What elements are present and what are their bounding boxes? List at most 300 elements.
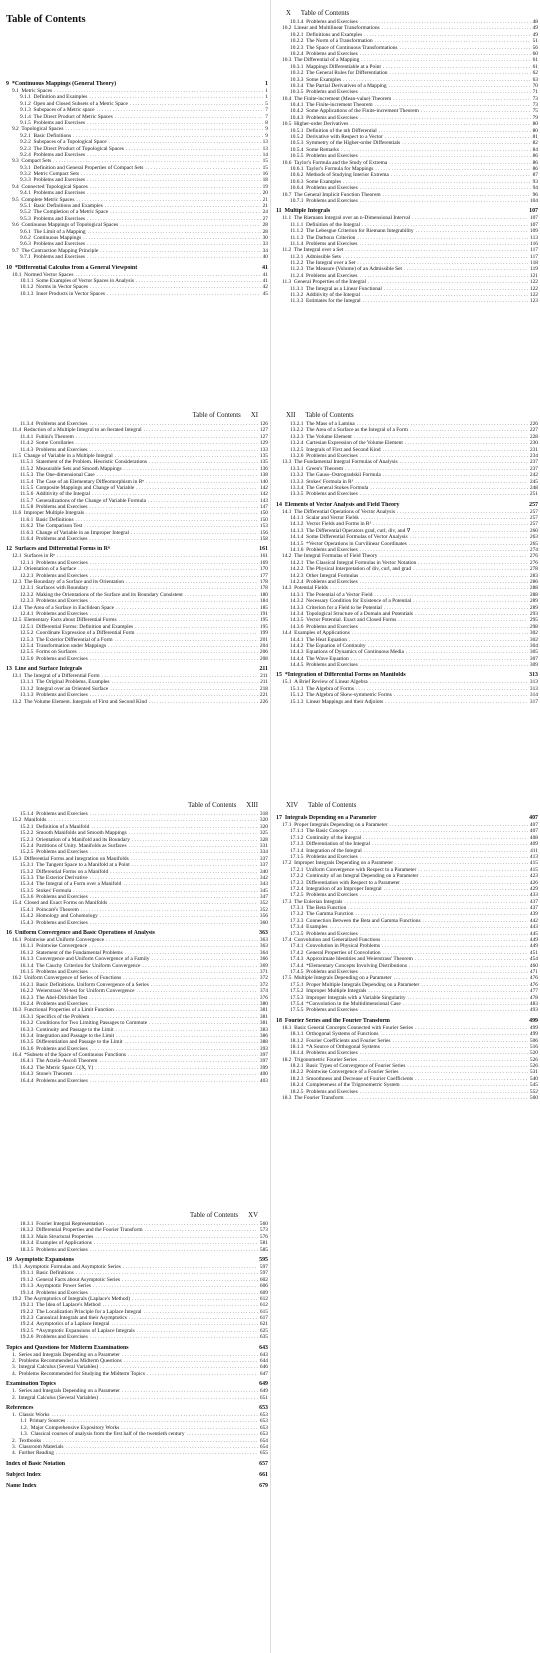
entry-page: 288: [529, 585, 538, 592]
entry-page: 60: [532, 50, 538, 57]
entry-title: 12.3.3 Problems and Exercises: [20, 598, 88, 605]
toc-chapter-entry[interactable]: [6, 1405, 268, 1412]
entry-page: 158: [259, 536, 268, 543]
entry-page: 13: [262, 145, 268, 152]
toc-chapter-entry[interactable]: [6, 265, 268, 272]
entry-title: 1.2. Major Comprehensive Expository Works: [20, 1424, 120, 1431]
entry-page: 257: [529, 521, 538, 528]
entry-title: 13.3.5 Problems and Exercises: [290, 491, 358, 498]
column-divider: [270, 0, 271, 1653]
entry-title: 9.6.2 Continuous Mappings: [20, 234, 82, 241]
entry-page: 116: [530, 240, 538, 247]
entry-page: 649: [259, 1388, 268, 1395]
entry-title: 14.4.3 Equations of Dynamics of Continuous Media: [290, 649, 404, 656]
entry-page: 380: [259, 1000, 268, 1007]
running-header: [276, 410, 538, 421]
entry-title: 12.5.5 Forms on Surfaces: [20, 649, 77, 656]
entry-page: 204: [259, 642, 268, 649]
entry-title: Subject Index: [6, 1471, 41, 1478]
entry-page: 433: [529, 892, 538, 899]
entry-title: 17.4 Convolution and Generalized Functions: [282, 937, 381, 944]
entry-title: 17.2.5 Problems and Exercises: [290, 892, 358, 899]
toc-chapter-entry[interactable]: [276, 815, 538, 822]
entry-page: 352: [259, 900, 268, 907]
entry-page: 136: [259, 465, 268, 472]
entry-title: 12.1 Surfaces in Rⁿ: [12, 553, 55, 560]
entry-title: 14.4.1 The Heat Equation: [290, 636, 347, 643]
entry-title: 15.2 Manifolds: [12, 817, 47, 824]
entry-title: 10.2 Linear and Multilinear Transformations: [282, 25, 380, 32]
toc-chapter-entry[interactable]: [6, 1381, 268, 1388]
toc-entry[interactable]: [276, 662, 538, 668]
entry-title: 15.2.4 Partitions of Unity. Manifolds as Surfaces: [20, 842, 127, 849]
entry-title: 17.5.4 *Convolution in the Multidimensional Case: [290, 1000, 401, 1007]
entry-title: 17.5.3 Improper Integrals with a Variable Singularity: [290, 994, 406, 1001]
toc-entry[interactable]: [276, 699, 538, 705]
running-header: [6, 1210, 268, 1221]
entry-page: 86: [532, 165, 538, 172]
entry-page: 388: [259, 1039, 268, 1046]
entry-page: 122: [529, 285, 538, 292]
entry-page: 526: [529, 1056, 538, 1063]
entry-page: 260: [529, 527, 538, 534]
entry-title: 15.2.5 Problems and Exercises: [20, 849, 88, 856]
entry-title: 13.1 The Integral of a Differential Form: [12, 673, 100, 680]
entry-title: 9.6.1 The Limit of a Mapping: [20, 228, 86, 235]
toc-entry[interactable]: [276, 491, 538, 497]
toc-page-7: [6, 1210, 268, 1490]
entry-title: 10.3 The Differential of a Mapping: [282, 57, 360, 64]
entry-title: 19.2.2 The Localization Principle for a Laplace Integral: [20, 1308, 142, 1315]
toc-chapter-entry[interactable]: [276, 1018, 538, 1025]
entry-page: 278: [529, 566, 538, 573]
entry-title: 11.4 Reduction of a Multiple Integral to an Iterated Integral: [12, 427, 142, 434]
entry-page: 140: [259, 478, 268, 485]
entry-title: 10.6 Taylor's Formula and the Study of Extrema: [282, 159, 388, 166]
entry-page: 129: [259, 440, 268, 447]
entry-page: 121: [529, 272, 538, 279]
entry-title: 17.4.3 Approximate Identities and Weierstrass' Theorem: [290, 956, 413, 963]
entry-page: 126: [259, 421, 268, 427]
entry-page: 263: [529, 534, 538, 541]
entry-page: 318: [259, 811, 268, 817]
entry-page: 180: [259, 591, 268, 598]
entry-title: 9.3.3 Problems and Exercises: [20, 177, 85, 184]
toc-entry[interactable]: [276, 298, 538, 304]
toc-entry[interactable]: [6, 1395, 268, 1401]
entry-title: 9.4 Connected Topological Spaces: [12, 183, 88, 190]
toc-chapter-entry[interactable]: [276, 208, 538, 215]
entry-page: 73: [532, 102, 538, 109]
entry-title: 14.3.4 Topological Structure of a Domain and Potentials: [290, 610, 413, 617]
entry-title: 9.1.5 Problems and Exercises: [20, 119, 85, 126]
entry-page: 313: [529, 679, 538, 686]
entry-title: 10.5.3 Symmetry of the Higher-order Differentials: [290, 140, 401, 147]
entry-title: 2. Integral Calculus (Several Variables): [12, 1394, 99, 1401]
leader-dots: [90, 1247, 258, 1253]
entry-title: 14 Elements of Vector Analysis and Field Theory: [276, 501, 400, 508]
entry-title: 16.4 *Subsets of the Space of Continuous Functions: [12, 1052, 126, 1059]
entry-title: References: [6, 1404, 34, 1411]
entry-page: 170: [259, 566, 268, 573]
toc-chapter-entry[interactable]: [6, 1345, 268, 1352]
entry-page: 206: [259, 649, 268, 656]
entry-title: 12.3.1 Surfaces with Boundary: [20, 585, 89, 592]
entry-page: 147: [259, 504, 268, 511]
entry-page: 276: [529, 559, 538, 566]
entry-title: 18.2.2 Pointwise Convergence of a Fourier Series: [290, 1069, 399, 1076]
entry-page: 625: [259, 1327, 268, 1334]
entry-page: 643: [259, 1344, 268, 1351]
entry-page: 445: [529, 930, 538, 937]
toc-chapter-entry[interactable]: [6, 666, 268, 673]
entry-page: 257: [529, 501, 538, 508]
entry-page: 437: [529, 905, 538, 912]
entry-page: 437: [529, 898, 538, 905]
entry-page: 117: [530, 247, 538, 254]
entry-page: 653: [259, 1431, 268, 1438]
entry-page: 81: [532, 134, 538, 141]
entry-page: 374: [259, 988, 268, 995]
toc-chapter-entry[interactable]: [6, 546, 268, 553]
entry-title: 18.3.3 Main Structural Properties: [20, 1233, 94, 1240]
entry-title: 9.3.1 Definition and General Properties of Compact Sets: [20, 164, 144, 171]
running-header: [6, 800, 268, 811]
entry-page: 328: [259, 836, 268, 843]
entry-page: 516: [529, 1043, 538, 1050]
entry-title: 17.1.3 Differentiation of the Integral: [290, 841, 370, 848]
entry-page: 18: [262, 177, 268, 184]
entry-page: 45: [262, 290, 268, 297]
entry-title: 10.2.1 Definitions and Examples: [290, 31, 363, 38]
entry-title: 13.1.2 Integral over an Oriented Surface: [20, 685, 109, 692]
entry-page: 644: [259, 1358, 268, 1365]
entry-title: 9.6.3 Problems and Exercises: [20, 241, 85, 248]
entry-title: 1. Classic Works: [12, 1411, 50, 1418]
entry-page: 337: [259, 855, 268, 862]
entry-page: 86: [532, 153, 538, 160]
header-label: Table of Contents: [308, 802, 357, 809]
entry-page: 409: [529, 841, 538, 848]
entry-page: 540: [529, 1075, 538, 1082]
header-label: Table of Contents: [192, 412, 241, 419]
toc-entry[interactable]: [276, 1095, 538, 1101]
entry-page: 407: [529, 822, 538, 828]
toc-chapter-entry[interactable]: [6, 1461, 268, 1468]
entry-page: 381: [259, 1013, 268, 1020]
entry-page: 653: [259, 1424, 268, 1431]
entry-title: 16.1.2 Statement of the Fundamental Problems: [20, 949, 123, 956]
entry-title: 15.3.3 The Exterior Derivative: [20, 874, 88, 881]
entry-page: 399: [259, 1064, 268, 1071]
entry-title: 11.5.2 Measurable Sets and Smooth Mappings: [20, 465, 122, 472]
entry-page: 169: [259, 559, 268, 566]
entry-page: 643: [259, 1351, 268, 1358]
entry-page: 423: [529, 873, 538, 880]
entry-page: 372: [259, 975, 268, 982]
header-label: Table of Contents: [188, 802, 237, 809]
toc-entry[interactable]: [276, 198, 538, 204]
entry-page: 9: [265, 126, 268, 133]
entry-title: 10.4.1 The Finite-increment Theorem: [290, 102, 373, 109]
entry-page: 302: [529, 636, 538, 643]
entry-title: 12.5.2 Coordinate Expression of a Differential Form: [20, 630, 135, 637]
entry-title: 18.2.5 Problems and Exercises: [290, 1088, 358, 1095]
entry-title: 18.3 The Fourier Transform: [282, 1095, 344, 1102]
entry-title: 19.2 The Asymptotics of Integrals (Laplace's Method): [12, 1295, 131, 1302]
entry-title: 17.3.1 The Beta Function: [290, 905, 347, 912]
entry-page: 21: [262, 203, 268, 210]
entry-page: 104: [529, 197, 538, 204]
entry-title: 17.3 The Eulerian Integrals: [282, 898, 343, 905]
entry-title: 17.2.4 Integration of an Improper Integral: [290, 885, 382, 892]
entry-title: 16.2 Uniform Convergence of Series of Functions: [12, 975, 122, 982]
entry-page: 651: [259, 1394, 268, 1401]
entry-title: 11.5.1 Statement of the Problem. Heuristic Considerations: [20, 459, 148, 466]
entry-page: 499: [529, 1017, 538, 1024]
entry-page: 476: [529, 975, 538, 982]
toc-entry[interactable]: [6, 1078, 268, 1084]
entry-title: 14.1.2 Vector Fields and Forms in R³: [290, 521, 372, 528]
entry-page: 14: [262, 151, 268, 158]
leader-dots: [360, 198, 528, 204]
entry-title: 14.4 Examples of Applications: [282, 630, 350, 637]
entry-title: 10.7 The General Implicit Function Theorem: [282, 191, 381, 198]
entry-page: 309: [529, 662, 538, 669]
toc-entry[interactable]: [6, 656, 268, 662]
entry-page: 199: [259, 630, 268, 637]
entry-page: 191: [259, 610, 268, 617]
toc-chapter-entry[interactable]: [6, 1472, 268, 1479]
entry-title: 9.2.4 Problems and Exercises: [20, 151, 85, 158]
entry-title: 9.2.3 The Direct Product of Topological Spaces: [20, 145, 124, 152]
entry-page: 135: [259, 459, 268, 466]
entry-page: 41: [262, 271, 268, 278]
entry-page: 41: [262, 277, 268, 284]
entry-title: 17.2.1 Uniform Convergence with Respect to a Parameter: [290, 866, 417, 873]
entry-title: 17.1 Proper Integrals Depending on a Parameter: [282, 822, 388, 828]
entry-page: 298: [529, 623, 538, 630]
entry-page: 439: [529, 911, 538, 918]
entry-page: 597: [259, 1263, 268, 1270]
entry-title: 10.7.1 Problems and Exercises: [290, 197, 358, 204]
entry-page: 73: [532, 95, 538, 102]
entry-page: 16: [262, 171, 268, 178]
entry-title: 17.3.5 Problems and Exercises: [290, 930, 358, 937]
entry-title: 16.4.4 Problems and Exercises: [20, 1077, 88, 1084]
entry-page: 460: [529, 962, 538, 969]
entry-title: 14.1.6 Problems and Exercises: [290, 547, 358, 554]
entry-title: 12.5.4 Transformation under Mappings: [20, 642, 107, 649]
entry-title: 15.3.5 Stokes' Formula: [20, 887, 72, 894]
entry-page: 118: [530, 260, 538, 267]
entry-page: 454: [529, 956, 538, 963]
entry-page: 1: [265, 88, 268, 94]
entry-title: 10.6.4 Problems and Exercises: [290, 185, 358, 192]
entry-page: 61: [532, 63, 538, 70]
entry-title: 17.1.4 Integration of the Integral: [290, 847, 362, 854]
entry-title: 12.4 The Area of a Surface in Euclidean Space: [12, 604, 115, 611]
toc-entry[interactable]: [6, 1371, 268, 1377]
entry-page: 201: [259, 636, 268, 643]
entry-title: 13.1.1 The Original Problems. Examples: [20, 679, 110, 686]
entry-page: 61: [532, 57, 538, 64]
toc-entry[interactable]: [6, 536, 268, 542]
entry-title: 15.2.1 Definition of a Manifold: [20, 823, 90, 830]
entry-page: 573: [259, 1227, 268, 1234]
entry-title: 19.2.4 Asymptotics of a Laplace Integral: [20, 1321, 110, 1328]
entry-title: 16.3.6 Problems and Exercises: [20, 1045, 88, 1052]
header-label: Table of Contents: [305, 412, 354, 419]
entry-page: 331: [259, 842, 268, 849]
toc-entry[interactable]: [6, 291, 268, 297]
entry-title: 17.2 Improper Integrals Depending on a Parameter: [282, 860, 394, 867]
entry-page: 366: [259, 956, 268, 963]
entry-page: 443: [529, 924, 538, 931]
entry-page: 635: [259, 1334, 268, 1341]
entry-title: 16.1.3 Convergence and Uniform Convergence of a Family: [20, 956, 150, 963]
entry-title: 11.6.3 Change of Variable in an Improper Integral: [20, 529, 129, 536]
entry-page: 230: [529, 440, 538, 447]
entry-page: 520: [529, 1050, 538, 1057]
entry-title: 13.1.3 Problems and Exercises: [20, 692, 88, 699]
entry-title: 17.4.4 *Elementary Concepts Involving Distributions: [290, 962, 407, 969]
entry-title: 13.3.4 The General Stokes Formula: [290, 484, 369, 491]
entry-title: 14.4.4 The Wave Equation: [290, 655, 349, 662]
entry-title: 11.2.4 Problems and Exercises: [290, 272, 358, 279]
entry-page: 654: [259, 1437, 268, 1444]
entry-title: 18.3.1 Fourier Integral Representation: [20, 1221, 104, 1227]
toc-chapter-entry[interactable]: [6, 930, 268, 937]
entry-title: 11.5.3 The One-dimensional Case: [20, 472, 95, 479]
entry-page: 150: [259, 510, 268, 517]
leader-dots: [87, 254, 261, 260]
entry-title: 17.2.3 Differentiation with Respect to a Parameter: [290, 879, 400, 886]
entry-title: 16.3.5 Differentiation and Passage to the Limit: [20, 1039, 123, 1046]
entry-page: 545: [529, 1082, 538, 1089]
entry-title: 9.4.1 Problems and Exercises: [20, 190, 85, 197]
entry-title: 10 *Differential Calculus from a General Viewpoint: [6, 264, 138, 271]
entry-page: 1: [265, 94, 268, 101]
entry-title: 16.2.2 Weierstrass' M-test for Uniform Convergence: [20, 988, 135, 995]
toc-chapter-entry[interactable]: [6, 1257, 268, 1264]
toc-entry[interactable]: [6, 254, 268, 260]
entry-page: 87: [532, 172, 538, 179]
toc-chapter-entry[interactable]: [6, 1483, 268, 1490]
entry-page: 360: [259, 919, 268, 926]
entry-title: 13.2.2 The Area of a Surface as the Integral of a Form: [290, 427, 408, 434]
header-label: Table of Contents: [189, 1212, 239, 1219]
entry-page: 449: [529, 943, 538, 950]
entry-page: 647: [259, 1370, 268, 1377]
entry-page: 48: [532, 19, 538, 25]
toc-entry[interactable]: [6, 920, 268, 926]
entry-page: 33: [262, 241, 268, 248]
entry-page: 142: [259, 491, 268, 498]
header-label: Table of Contents: [300, 10, 350, 17]
entry-title: 17.1.2 Continuity of the Integral: [290, 834, 362, 841]
entry-page: 211: [260, 673, 268, 680]
entry-title: 11.1.4 Problems and Exercises: [290, 240, 358, 247]
entry-page: 476: [529, 981, 538, 988]
entry-title: 14.1.4 Some Differential Formulas of Vector Analysis: [290, 534, 408, 541]
entry-title: 10.6.2 Methods of Studying Interior Extrema: [290, 172, 389, 179]
toc-entry[interactable]: [6, 1450, 268, 1456]
entry-page: 595: [259, 1256, 268, 1263]
entry-page: 82: [532, 140, 538, 147]
entry-title: 18.3.4 Examples of Applications: [20, 1240, 92, 1247]
entry-page: 28: [262, 222, 268, 229]
entry-title: 17.1.5 Problems and Exercises: [290, 853, 358, 860]
entry-page: 34: [262, 247, 268, 254]
entry-page: 119: [530, 266, 538, 273]
entry-page: 334: [259, 849, 268, 856]
entry-title: 15.1.2 The Algebra of Skew-symmetric Forms: [290, 692, 392, 699]
entry-page: 653: [259, 1411, 268, 1418]
entry-title: 10.1 Normed Vector Spaces: [12, 271, 74, 278]
entry-title: Name Index: [6, 1482, 37, 1489]
entry-title: 16.3 Functional Properties of a Limit Function: [12, 1007, 114, 1014]
entry-title: 18 Fourier Series and the Fourier Transform: [276, 1017, 390, 1024]
toc-entry[interactable]: [6, 699, 268, 705]
entry-title: 15.4.3 Problems and Exercises: [20, 919, 88, 926]
entry-title: 9.5.3 Problems and Exercises: [20, 215, 85, 222]
entry-page: 221: [259, 692, 268, 699]
entry-title: 13.2.1 The Mass of a Lamina: [290, 421, 355, 427]
entry-title: Topics and Questions for Midterm Examinations: [6, 1344, 129, 1351]
entry-title: 16.2.1 Basic Definitions. Uniform Convergence of a Series: [20, 981, 149, 988]
entry-title: 14.1.1 Scalar and Vector Fields: [290, 515, 359, 522]
entry-page: 211: [259, 666, 268, 673]
entry-page: 237: [529, 459, 538, 466]
entry-title: 11.5 Change of Variable in a Multiple Integral: [12, 452, 113, 459]
toc-chapter-entry[interactable]: [276, 502, 538, 509]
page-number: X: [286, 10, 291, 17]
entry-title: 1. Series and Integrals Depending on a Parameter: [12, 1388, 120, 1395]
toc-entry[interactable]: [6, 1247, 268, 1253]
entry-title: 12.2.1 Problems and Exercises: [20, 572, 88, 579]
entry-page: 320: [259, 817, 268, 824]
entry-page: 226: [529, 421, 538, 427]
entry-title: 19.1.3 Asymptotic Power Series: [20, 1283, 91, 1290]
toc-entry[interactable]: [6, 1334, 268, 1340]
entry-title: 14.3.2 Necessary Condition for Existence of a Potential: [290, 598, 412, 605]
entry-title: 16.4.2 The Metric Space C(X, Y): [20, 1064, 94, 1071]
entry-title: 14.2.4 Problems and Exercises: [290, 578, 358, 585]
entry-page: 363: [259, 937, 268, 944]
entry-title: 14.3 Potential Fields: [282, 585, 328, 592]
entry-page: 363: [259, 930, 268, 937]
toc-page-1: [6, 8, 268, 297]
entry-title: 15.3.1 The Tangent Space to a Manifold at a Point: [20, 862, 130, 869]
entry-page: 242: [529, 472, 538, 479]
entry-title: 10.3.2 The General Rules for Differentiation: [290, 70, 388, 77]
entry-title: 13.3.3 Stokes' Formula in R³: [290, 478, 354, 485]
entry-title: 14.2.2 The Physical Interpretation of div, curl, and grad: [290, 566, 412, 573]
toc-chapter-entry[interactable]: [276, 672, 538, 679]
entry-title: 16.1 Pointwise and Uniform Convergence: [12, 937, 105, 944]
entry-title: Index of Basic Notation: [6, 1460, 66, 1467]
entry-page: 653: [259, 1404, 268, 1411]
entry-page: 606: [259, 1283, 268, 1290]
toc-entry[interactable]: [276, 1007, 538, 1013]
running-header: [276, 8, 538, 19]
entry-page: 276: [529, 553, 538, 560]
entry-title: 17.3.4 Examples: [290, 924, 328, 931]
entry-page: 248: [529, 484, 538, 491]
entry-title: 9.5 Complete Metric Spaces: [12, 196, 75, 203]
toc-chapter-entry[interactable]: [6, 81, 268, 88]
